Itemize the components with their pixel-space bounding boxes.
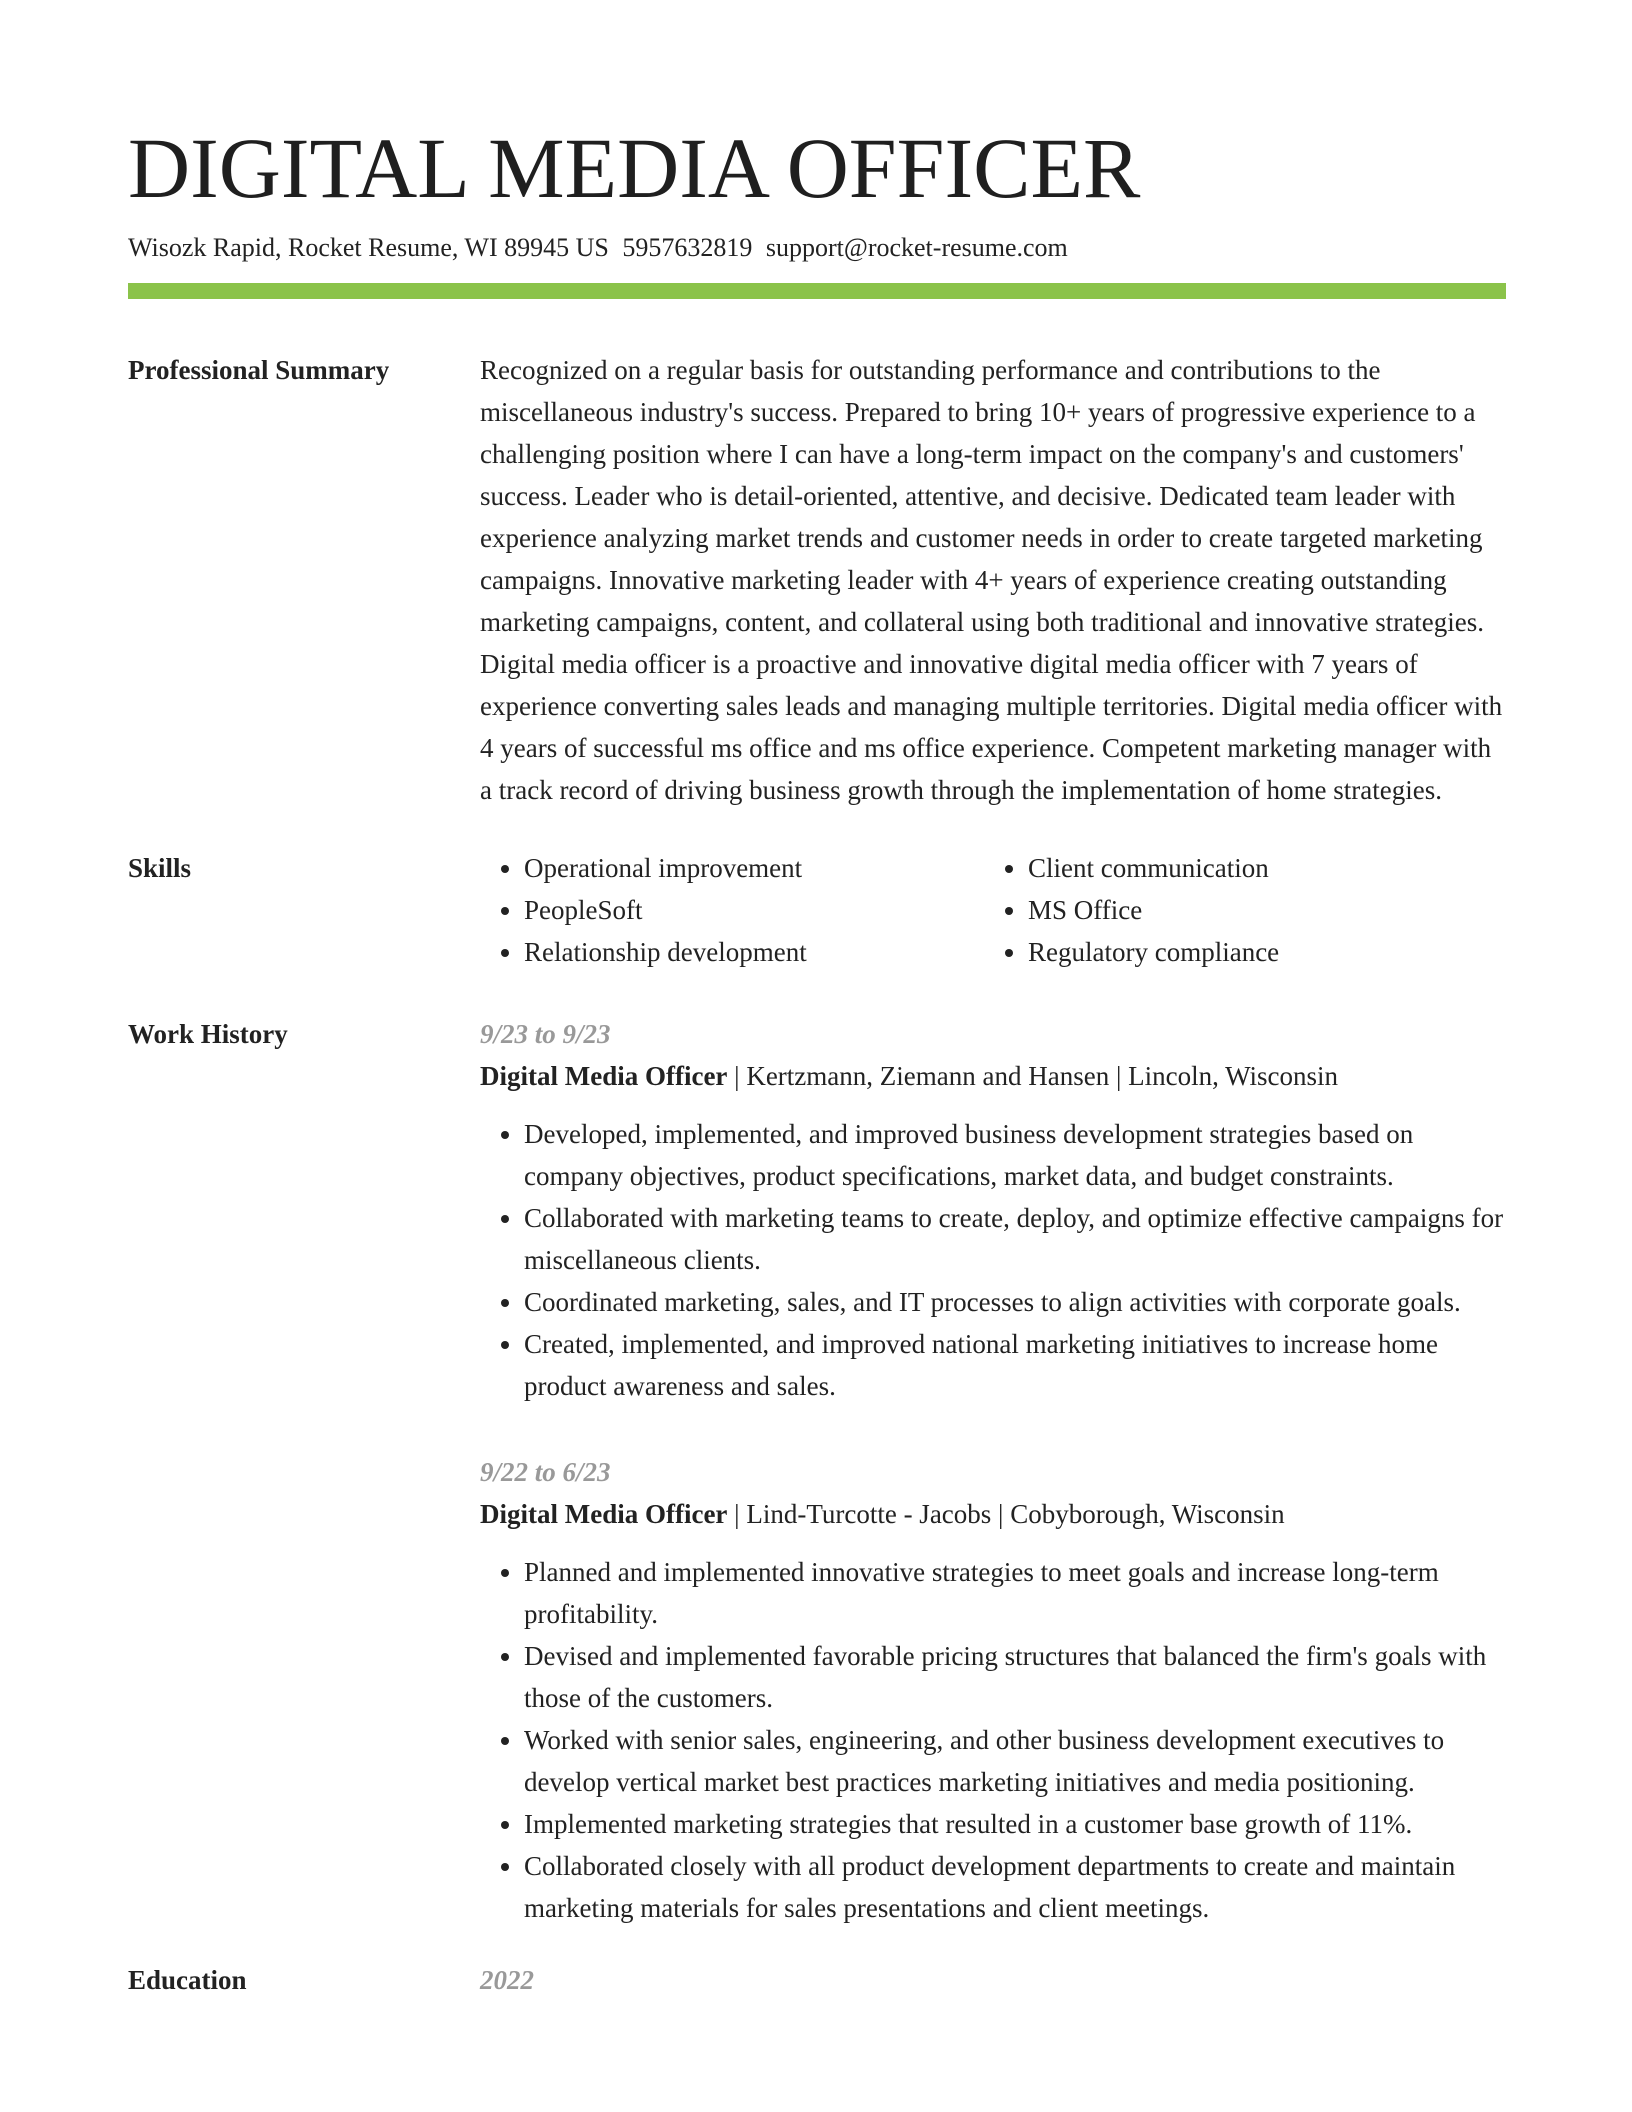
contact-address: Wisozk Rapid, Rocket Resume, WI 89945 US	[128, 233, 609, 262]
summary-section	[128, 349, 1506, 811]
contact-email[interactable]: support@rocket-resume.com	[765, 233, 1068, 262]
job-bullet: • Developed, implemented, and improved business development strategies based on company objectives, product specifications, market data, and budget constraints.	[524, 1113, 1506, 1197]
job-company: Kertzmann, Ziemann and Hansen	[746, 1061, 1110, 1091]
job-title: Digital Media Officer	[480, 1061, 728, 1091]
skill-item: • PeopleSoft	[524, 889, 984, 931]
job-location: Cobyborough, Wisconsin	[1010, 1499, 1285, 1529]
resume-title: DIGITAL MEDIA OFFICER	[128, 120, 1141, 216]
job-bullet: • Planned and implemented innovative strategies to meet goals and increase long-term profitability.	[524, 1551, 1506, 1635]
job-bullets	[480, 1551, 1506, 1929]
job-date: 9/23 to 9/23	[480, 1019, 611, 1049]
work-history-section	[128, 1013, 1506, 1929]
job-date: 9/22 to 6/23	[480, 1457, 611, 1487]
skill-item: • Client communication	[1028, 847, 1488, 889]
job-company: Lind-Turcotte - Jacobs	[746, 1499, 992, 1529]
education-section	[128, 1959, 1506, 2001]
job-separator: |	[1115, 1061, 1129, 1091]
job-title-line	[480, 1055, 1506, 1097]
job-entry	[480, 1451, 1506, 1929]
contact-phone: 5957632819	[622, 233, 753, 262]
job-bullet: • Created, implemented, and improved national marketing initiatives to increase home product awareness and sales.	[524, 1323, 1506, 1407]
skills-heading: Skills	[128, 853, 192, 883]
education-heading: Education	[128, 1965, 247, 1995]
summary-text: Recognized on a regular basis for outstanding performance and contributions to the miscellaneous industry's success. Prepared to bring 10+ years of progressive experience to a challenging position where I can have a long-term impact on the company's and customers' success. Leader who is detail-oriented, attentive, and decisive. Dedicated team leader with experience analyzing market trends and customer needs in order to create targeted marketing campaigns. Innovative marketing leader with 4+ years of experience creating outstanding marketing campaigns, content, and collateral using both traditional and innovative strategies. Digital media officer is a proactive and innovative digital media officer with 7 years of experience converting sales leads and managing multiple territories. Digital media officer with 4 years of successful ms office and ms office experience. Competent marketing manager with a track record of driving business growth through the implementation of home strategies.	[480, 355, 1503, 805]
job-separator: |	[998, 1499, 1011, 1529]
job-bullet: • Devised and implemented favorable pricing structures that balanced the firm's goals with those of the customers.	[524, 1635, 1506, 1719]
job-title: Digital Media Officer	[480, 1499, 728, 1529]
job-bullets	[480, 1113, 1506, 1407]
education-date: 2022	[480, 1965, 534, 1995]
skill-item: • Regulatory compliance	[1028, 931, 1488, 973]
job-entry	[480, 1013, 1506, 1407]
skills-list-right	[984, 847, 1488, 973]
job-separator: |	[734, 1061, 747, 1091]
summary-heading: Professional Summary	[128, 355, 390, 385]
header-divider	[128, 283, 1506, 299]
job-location: Lincoln, Wisconsin	[1128, 1061, 1339, 1091]
contact-line	[128, 231, 1506, 265]
job-bullet: • Implemented marketing strategies that resulted in a customer base growth of 11%.	[524, 1803, 1506, 1845]
job-bullet: • Coordinated marketing, sales, and IT processes to align activities with corporate goals.	[524, 1281, 1506, 1323]
skill-item: • MS Office	[1028, 889, 1488, 931]
skills-list-left	[480, 847, 984, 973]
skill-item: • Operational improvement	[524, 847, 984, 889]
job-title-line	[480, 1493, 1506, 1535]
job-bullet: • Worked with senior sales, engineering, and other business development executives to develop vertical market best practices marketing initiatives and media positioning.	[524, 1719, 1506, 1803]
job-bullet: • Collaborated with marketing teams to create, deploy, and optimize effective campaigns for miscellaneous clients.	[524, 1197, 1506, 1281]
skills-section	[128, 847, 1506, 973]
resume-page	[128, 118, 1506, 2001]
job-separator: |	[734, 1499, 747, 1529]
job-bullet: • Collaborated closely with all product development departments to create and maintain marketing materials for sales presentations and client meetings.	[524, 1845, 1506, 1929]
work-history-heading: Work History	[128, 1019, 288, 1049]
skill-item: • Relationship development	[524, 931, 984, 973]
